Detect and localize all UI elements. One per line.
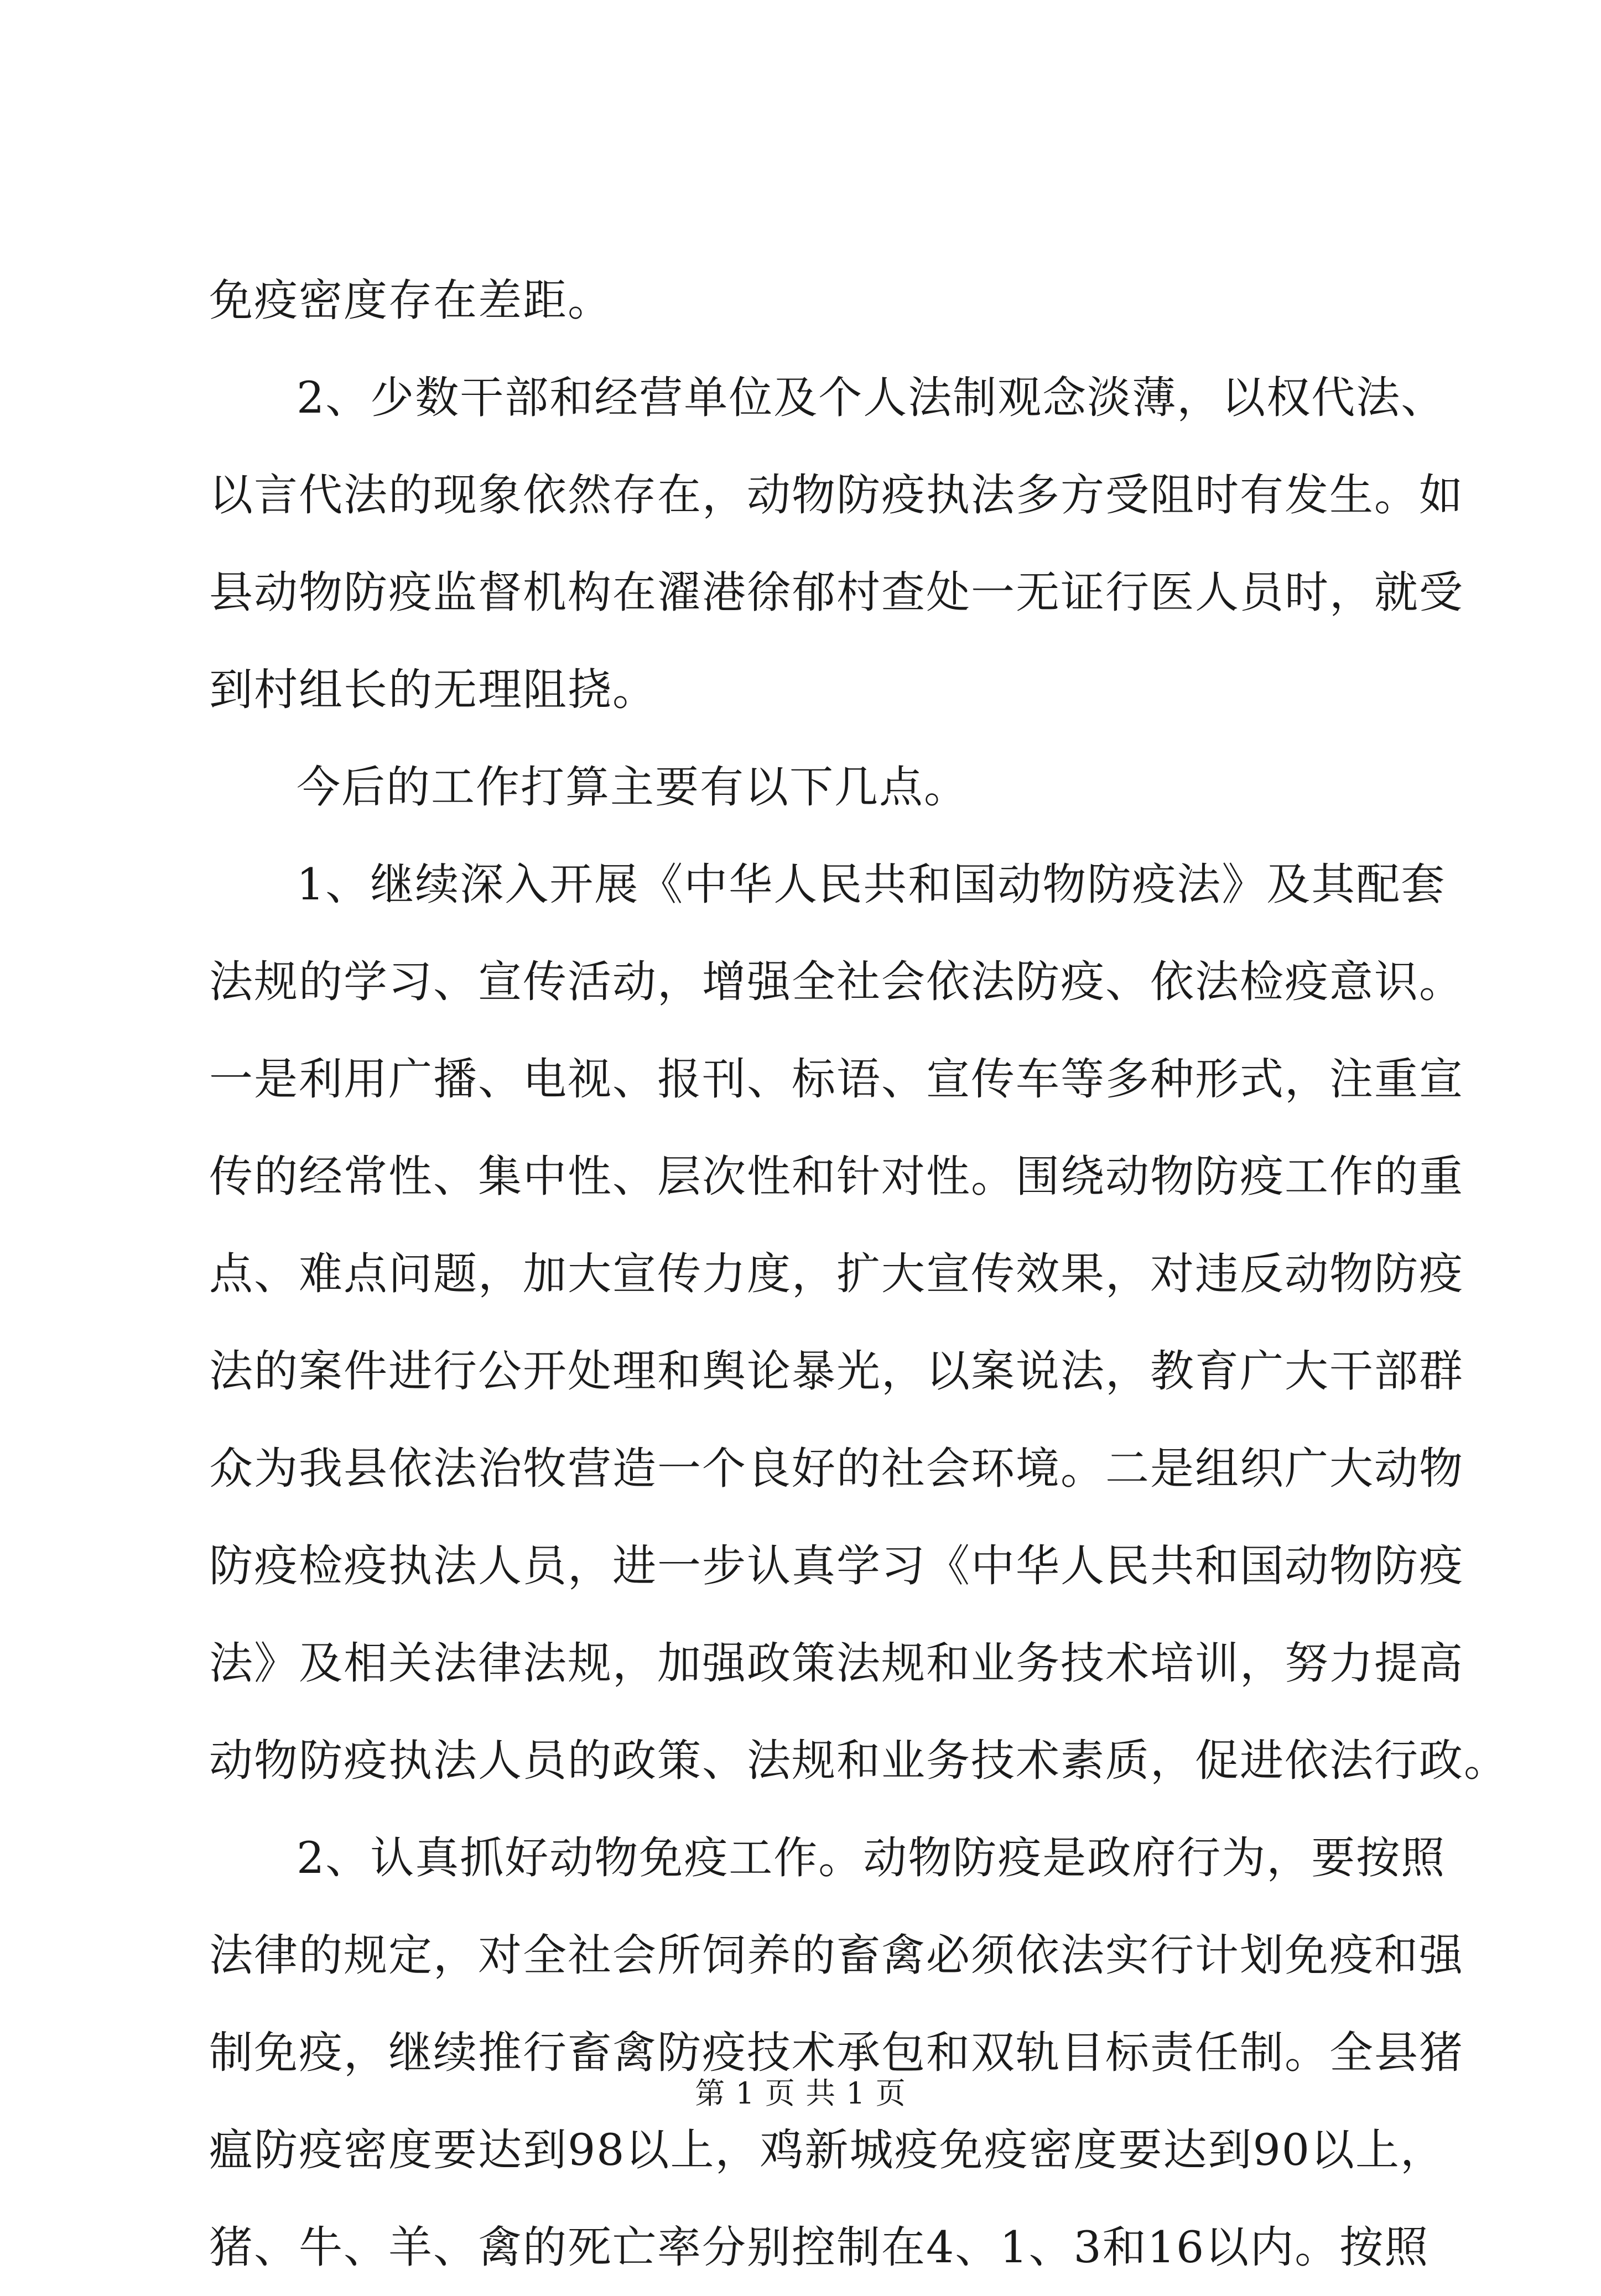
paragraph-line: 县动物防疫监督机构在濯港徐郁村查处一无证行医人员时，就受 [209,567,1464,618]
paragraph-line: 法律的规定，对全社会所饲养的畜禽必须依法实行计划免疫和强 [209,1930,1464,1981]
paragraph-line: 瘟防疫密度要达到98以上，鸡新城疫免疫密度要达到90以上， [209,2125,1446,2175]
paragraph-line: 一是利用广播、电视、报刊、标语、宣传车等多种形式，注重宣 [209,1054,1464,1105]
paragraph-line: 法》及相关法律法规，加强政策法规和业务技术培训，努力提高 [209,1638,1464,1689]
document-body [209,252,1509,2296]
paragraph-line: 到村组长的无理阻挠。 [209,664,657,715]
paragraph-line: 今后的工作打算主要有以下几点。 [297,762,969,813]
paragraph-line: 点、难点问题，加大宣传力度，扩大宣传效果，对违反动物防疫 [209,1248,1464,1299]
paragraph-line: 法规的学习、宣传活动，增强全社会依法防疫、依法检疫意识。 [209,956,1464,1007]
paragraph-line: 制免疫，继续推行畜禽防疫技术承包和双轨目标责任制。全县猪 [209,2027,1464,2078]
paragraph-line: 免疫密度存在差距。 [209,275,612,326]
paragraph-line: 猪、牛、羊、禽的死亡率分别控制在4、1、3和16以内。按照 [209,2222,1430,2273]
paragraph-line: 2、认真抓好动物免疫工作。动物防疫是政府行为，要按照 [297,1832,1446,1883]
paragraph-line: 动物防疫执法人员的政策、法规和业务技术素质，促进依法行政。 [209,1735,1509,1786]
paragraph-line: 防疫检疫执法人员，进一步认真学习《中华人民共和国动物防疫 [209,1540,1464,1591]
paragraph-line: 众为我县依法治牧营造一个良好的社会环境。二是组织广大动物 [209,1443,1464,1494]
page-footer: 第 1 页 共 1 页 [695,2076,906,2111]
paragraph-line: 1、继续深入开展《中华人民共和国动物防疫法》及其配套 [297,859,1446,910]
paragraph-line: 以言代法的现象依然存在，动物防疫执法多方受阻时有发生。如 [209,470,1464,520]
paragraph-line: 传的经常性、集中性、层次性和针对性。围绕动物防疫工作的重 [209,1151,1464,1202]
paragraph-line: 法的案件进行公开处理和舆论暴光，以案说法，教育广大干部群 [209,1346,1464,1397]
paragraph-line: 2、少数干部和经营单位及个人法制观念淡薄，以权代法、 [297,372,1446,423]
